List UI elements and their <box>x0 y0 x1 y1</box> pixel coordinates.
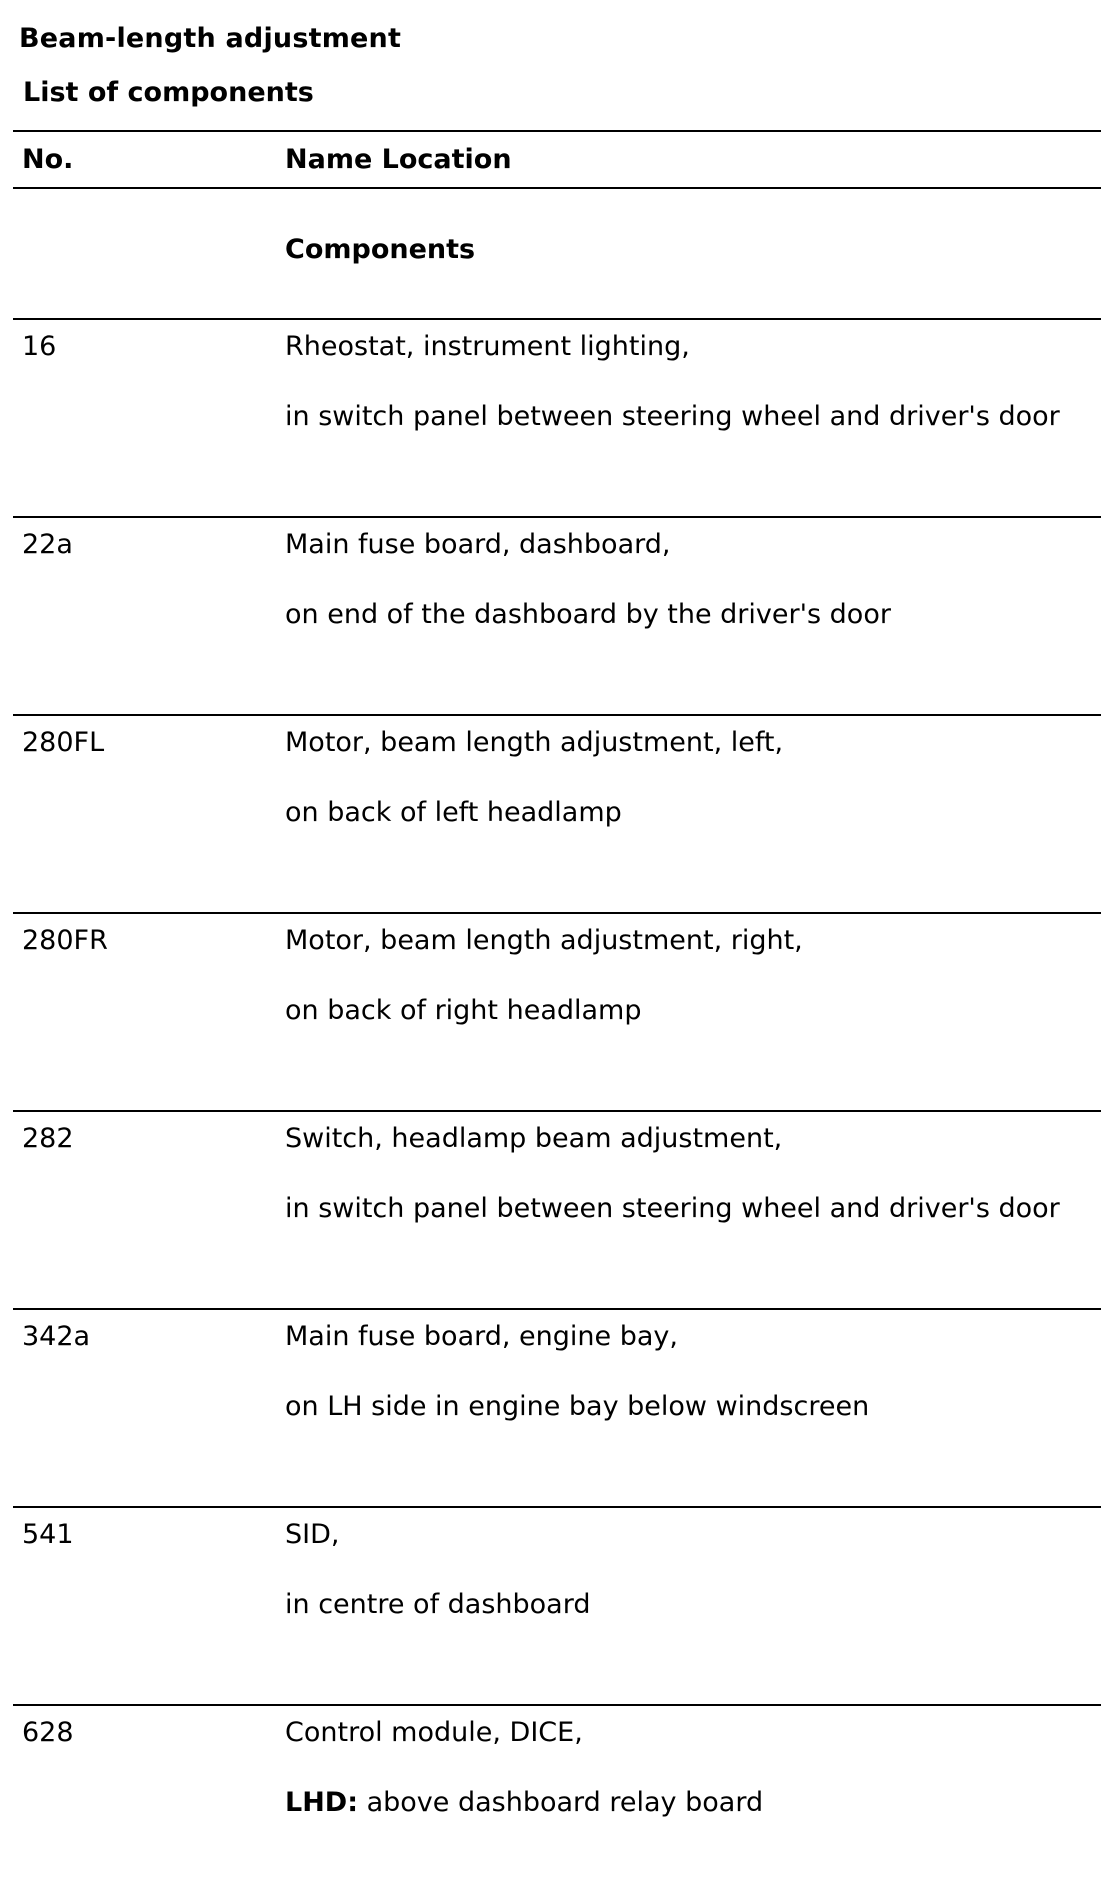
table-row <box>13 716 1101 914</box>
component-location: in centre of dashboard <box>285 1589 591 1620</box>
component-location: on end of the dashboard by the driver's door <box>285 599 891 630</box>
location-text: above dashboard relay board <box>358 1787 764 1818</box>
table-header-row <box>13 130 1101 189</box>
component-name: Main fuse board, dashboard, <box>285 529 671 560</box>
component-location: on back of right headlamp <box>285 995 642 1026</box>
component-name: Main fuse board, engine bay, <box>285 1321 678 1352</box>
component-number: 628 <box>22 1717 74 1748</box>
component-location: in switch panel between steering wheel and driver's door <box>285 401 1060 432</box>
component-location: on back of left headlamp <box>285 797 622 828</box>
list-title: List of components <box>23 77 314 108</box>
header-no: No. <box>22 144 74 175</box>
header-name-location: Name Location <box>285 144 512 175</box>
component-name: Motor, beam length adjustment, right, <box>285 925 803 956</box>
component-name: Switch, headlamp beam adjustment, <box>285 1123 783 1154</box>
table-row <box>13 1508 1101 1706</box>
table-row <box>13 320 1101 518</box>
table-row <box>13 914 1101 1112</box>
table-row <box>13 518 1101 716</box>
section-label-components: Components <box>285 234 476 265</box>
document-title: Beam-length adjustment <box>19 23 402 54</box>
table-row <box>13 1112 1101 1310</box>
component-name: Rheostat, instrument lighting, <box>285 331 690 362</box>
component-number: 16 <box>22 331 57 362</box>
component-number: 541 <box>22 1519 74 1550</box>
table-row <box>13 1310 1101 1508</box>
component-number: 282 <box>22 1123 74 1154</box>
component-location <box>285 1787 763 1818</box>
location-prefix-lhd: LHD: <box>285 1787 359 1818</box>
component-location: in switch panel between steering wheel and driver's door <box>285 1193 1060 1224</box>
table-row <box>13 1706 1101 1902</box>
component-number: 280FL <box>22 727 105 758</box>
component-number: 280FR <box>22 925 108 956</box>
component-name: SID, <box>285 1519 340 1550</box>
section-row <box>13 189 1101 320</box>
component-number: 22a <box>22 529 73 560</box>
component-name: Control module, DICE, <box>285 1717 583 1748</box>
component-name: Motor, beam length adjustment, left, <box>285 727 784 758</box>
component-location: on LH side in engine bay below windscreen <box>285 1391 870 1422</box>
components-table <box>13 130 1101 1902</box>
component-number: 342a <box>22 1321 91 1352</box>
